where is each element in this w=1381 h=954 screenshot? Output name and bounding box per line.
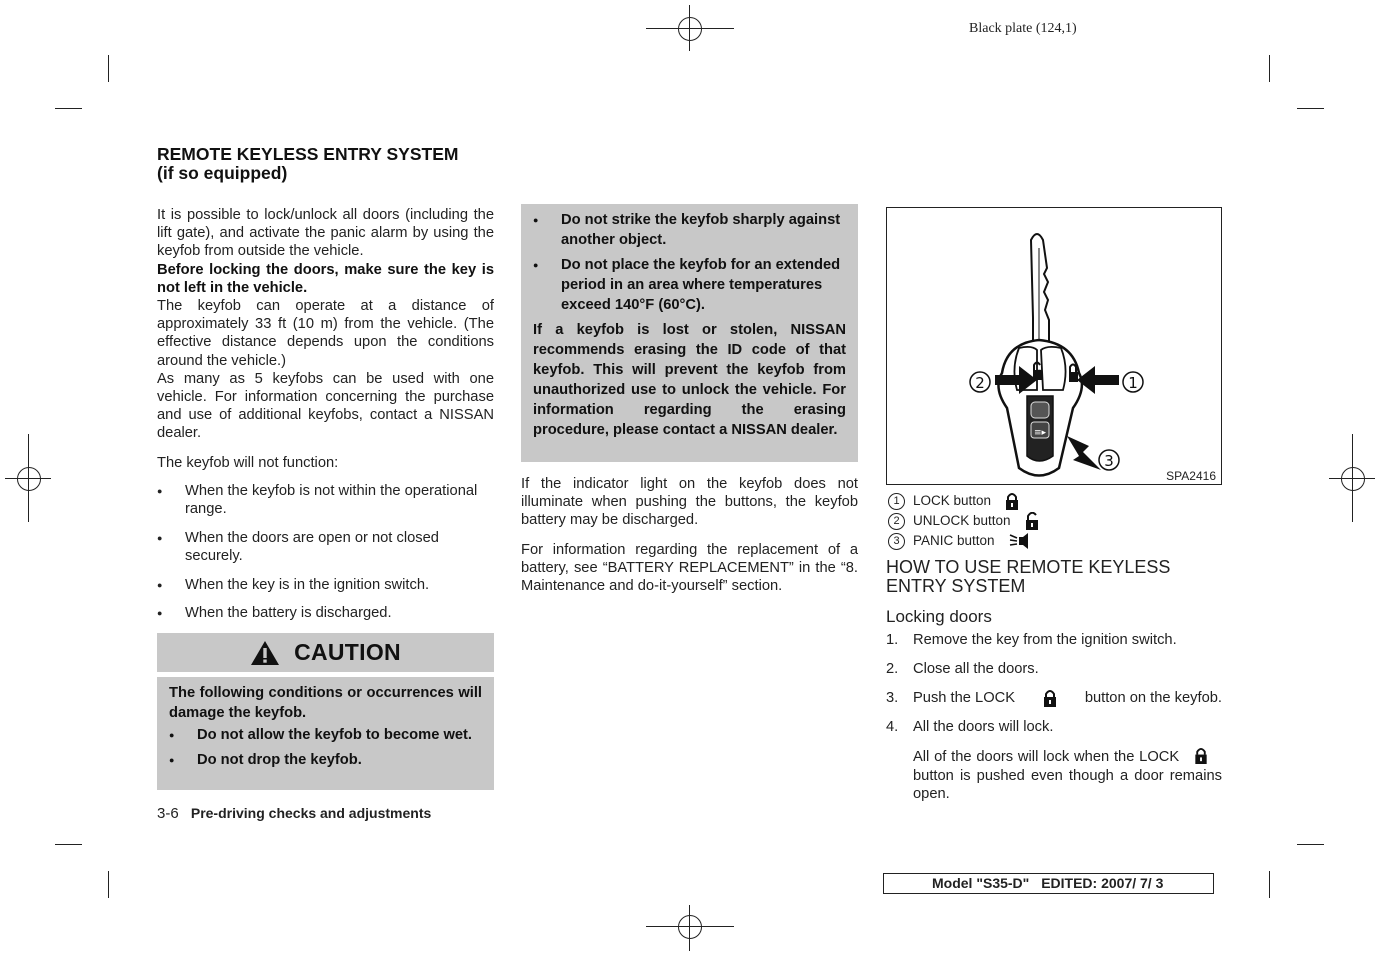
- step-number: 3.: [886, 690, 899, 706]
- svg-text:≡▸: ≡▸: [1033, 428, 1047, 438]
- warning-triangle-icon: [250, 640, 280, 666]
- caution-item: ● Do not strike the keyfob sharply against another object.: [533, 210, 846, 250]
- battery-paragraph: For information regarding the replacement of a battery, see “BATTERY REPLACEMENT” in the “8. Maintenance and do-it-yourself” section.: [521, 541, 858, 595]
- warning-paragraph: Before locking the doors, make sure the key is not left in the vehicle.: [157, 261, 494, 296]
- caution-box: [157, 633, 494, 790]
- page-footer: [157, 805, 431, 822]
- model-code: "S35-D": [976, 875, 1030, 891]
- caution-header: [157, 633, 494, 672]
- caution-body: [157, 677, 494, 790]
- caution-item: ● Do not allow the keyfob to become wet.: [169, 725, 482, 745]
- callout-2: 2: [975, 374, 985, 392]
- locking-doors-heading: Locking doors: [886, 607, 992, 626]
- keyfob-illustration: [887, 208, 1221, 484]
- caution-label: CAUTION: [294, 639, 401, 665]
- legend-item-lock: [886, 491, 1222, 511]
- edited-date: EDITED: 2007/ 7/ 3: [1041, 875, 1164, 891]
- list-item: ● When the key is in the ignition switch.: [157, 576, 494, 595]
- lock-note: [886, 747, 1222, 804]
- page-number: 3-6: [157, 805, 179, 822]
- note-text: button is pushed even though a door remains open.: [913, 767, 1222, 802]
- column-2: [521, 204, 858, 595]
- locking-steps: [886, 631, 1222, 804]
- how-to-heading: HOW TO USE REMOTE KEYLESS ENTRY SYSTEM: [886, 557, 1171, 596]
- step-item: [886, 631, 1222, 650]
- legend-item-panic: [886, 531, 1222, 551]
- step-text: Close all the doors.: [913, 661, 1039, 677]
- keyfob-figure: [886, 207, 1222, 485]
- legend-text: LOCK button: [913, 493, 992, 508]
- legend-number: 3: [888, 533, 905, 550]
- list-item: ● When the battery is discharged.: [157, 604, 494, 623]
- legend-number: 2: [888, 513, 905, 530]
- step-item: [886, 689, 1222, 708]
- section-heading: [157, 145, 494, 183]
- step-number: 4.: [886, 719, 899, 735]
- not-function-paragraph: The keyfob will not function:: [157, 454, 339, 471]
- step-number: 1.: [886, 632, 899, 648]
- step-text: All the doors will lock.: [913, 719, 1054, 735]
- figure-legend: [886, 491, 1222, 551]
- model-label: Model: [932, 875, 973, 891]
- legend-text: PANIC button: [913, 533, 995, 548]
- step-text: button on the keyfob.: [1084, 690, 1222, 706]
- step-text: Push the LOCK: [913, 690, 1016, 706]
- caution-intro: The following conditions or occurrences will damage the keyfob.: [169, 685, 482, 721]
- step-item: [886, 718, 1222, 737]
- lock-closed-icon: [1194, 747, 1208, 764]
- plate-label: Black plate (124,1): [969, 21, 1077, 36]
- legend-item-unlock: [886, 511, 1222, 531]
- range-paragraph: The keyfob can operate at a distance of approximately 33 ft (10 m) from the vehicle. (The effective distance depends upon the conditions around the vehicle.): [157, 298, 494, 369]
- panic-horn-icon: [1009, 533, 1029, 549]
- lock-closed-icon: [1043, 689, 1057, 707]
- figure-code: SPA2416: [1166, 469, 1216, 483]
- caution-item: ● Do not place the keyfob for an extended period in an area where temperatures exceed 140°F (60°C).: [533, 255, 846, 315]
- how-to-section: [886, 558, 1222, 804]
- lock-closed-icon: [1005, 492, 1019, 510]
- model-footer: [883, 873, 1214, 894]
- intro-paragraph: It is possible to lock/unlock all doors (including the lift gate), and activate the panic alarm by using the keyfob from outside the vehicle.: [157, 207, 494, 260]
- note-text: All of the doors will lock when the LOCK: [913, 749, 1180, 765]
- list-item: ● When the keyfob is not within the operational range.: [157, 482, 494, 519]
- lock-open-icon: [1025, 512, 1039, 530]
- section-title: REMOTE KEYLESS ENTRY SYSTEM: [157, 144, 459, 164]
- step-item: [886, 660, 1222, 679]
- step-text: Remove the key from the ignition switch.: [913, 632, 1177, 648]
- indicator-paragraph: If the indicator light on the keyfob does not illuminate when pushing the buttons, the keyfob battery may be discharged.: [521, 476, 858, 529]
- caution-item: ● Do not drop the keyfob.: [169, 750, 482, 770]
- keyfob-count-paragraph: As many as 5 keyfobs can be used with one vehicle. For information concerning the purchase and use of additional keyfobs, contact a NISSAN dealer.: [157, 370, 494, 442]
- caution-continued: [521, 204, 858, 462]
- legend-number: 1: [888, 493, 905, 510]
- callout-3: 3: [1104, 452, 1114, 470]
- page-section: Pre-driving checks and adjustments: [190, 805, 432, 821]
- legend-text: UNLOCK button: [913, 513, 1011, 528]
- list-item: ● When the doors are open or not closed securely.: [157, 529, 494, 566]
- callout-1: 1: [1128, 374, 1138, 392]
- caution-lost-keyfob: If a keyfob is lost or stolen, NISSAN recommends erasing the ID code of that keyfob. This will prevent the keyfob from unauthorized use to unlock the vehicle. For information regarding the erasing procedure, please contact a NISSAN dealer.: [533, 322, 846, 438]
- section-subtitle: (if so equipped): [157, 163, 288, 183]
- not-function-list: [157, 482, 494, 623]
- step-number: 2.: [886, 661, 899, 677]
- column-1: [157, 206, 494, 623]
